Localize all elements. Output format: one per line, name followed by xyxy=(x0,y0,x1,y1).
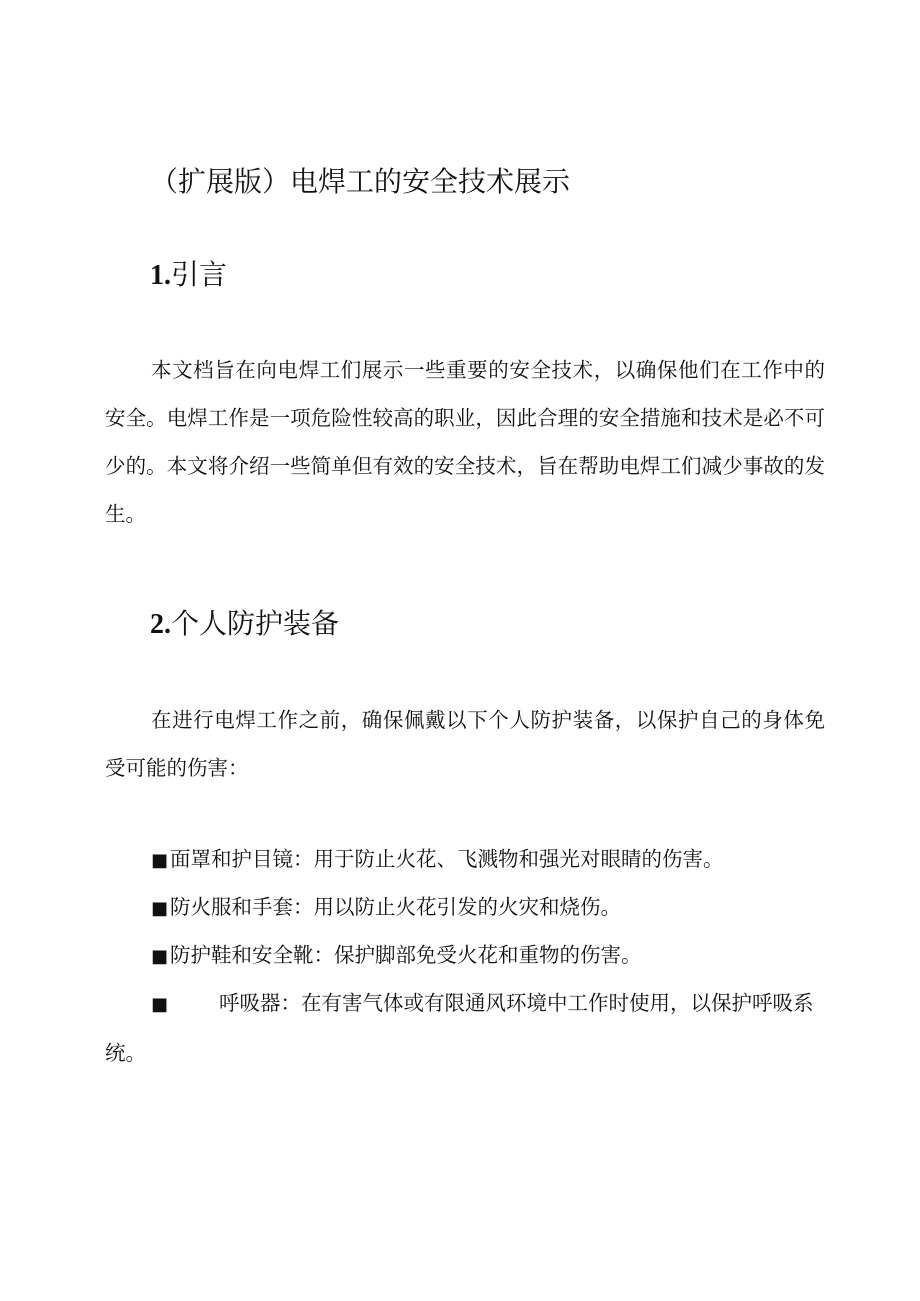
list-item-text: 防火服和手套：用以防止火花引发的火灾和烧伤。 xyxy=(170,895,622,919)
section-title: 个人防护装备 xyxy=(171,607,340,640)
section-heading-intro xyxy=(150,255,227,296)
ppe-paragraph: 在进行电焊工作之前，确保佩戴以下个人防护装备，以保护自己的身体免受可能的伤害： xyxy=(105,708,825,780)
list-item xyxy=(105,931,825,981)
square-bullet-icon: ■ xyxy=(151,946,169,967)
list-item-text: 呼吸器：在有害气体或有限通风环境中工作时使用，以保护呼吸系统。 xyxy=(105,991,814,1065)
list-item xyxy=(105,883,825,933)
list-item xyxy=(105,835,825,885)
list-item xyxy=(105,979,825,1077)
section-number: 2. xyxy=(150,609,171,640)
square-bullet-icon: ■ xyxy=(151,850,169,871)
list-item-text: 防护鞋和安全靴：保护脚部免受火花和重物的伤害。 xyxy=(170,943,642,967)
section-title: 引言 xyxy=(171,258,228,291)
list-item-text: 面罩和护目镜：用于防止火花、飞溅物和强光对眼睛的伤害。 xyxy=(170,847,724,871)
section-number: 1. xyxy=(150,260,171,291)
document-title: （扩展版）电焊工的安全技术展示 xyxy=(150,165,571,198)
section-heading-ppe xyxy=(150,604,339,645)
square-bullet-icon: ■ xyxy=(151,898,169,919)
square-bullet-icon: ■ xyxy=(151,994,169,1015)
intro-paragraph: 本文档旨在向电焊工们展示一些重要的安全技术，以确保他们在工作中的安全。电焊工作是一项危险性较高的职业，因此合理的安全措施和技术是必不可少的。本文将介绍一些简单但有效的安全技术，旨在帮助电焊工们减少事故的发生。 xyxy=(105,358,825,526)
